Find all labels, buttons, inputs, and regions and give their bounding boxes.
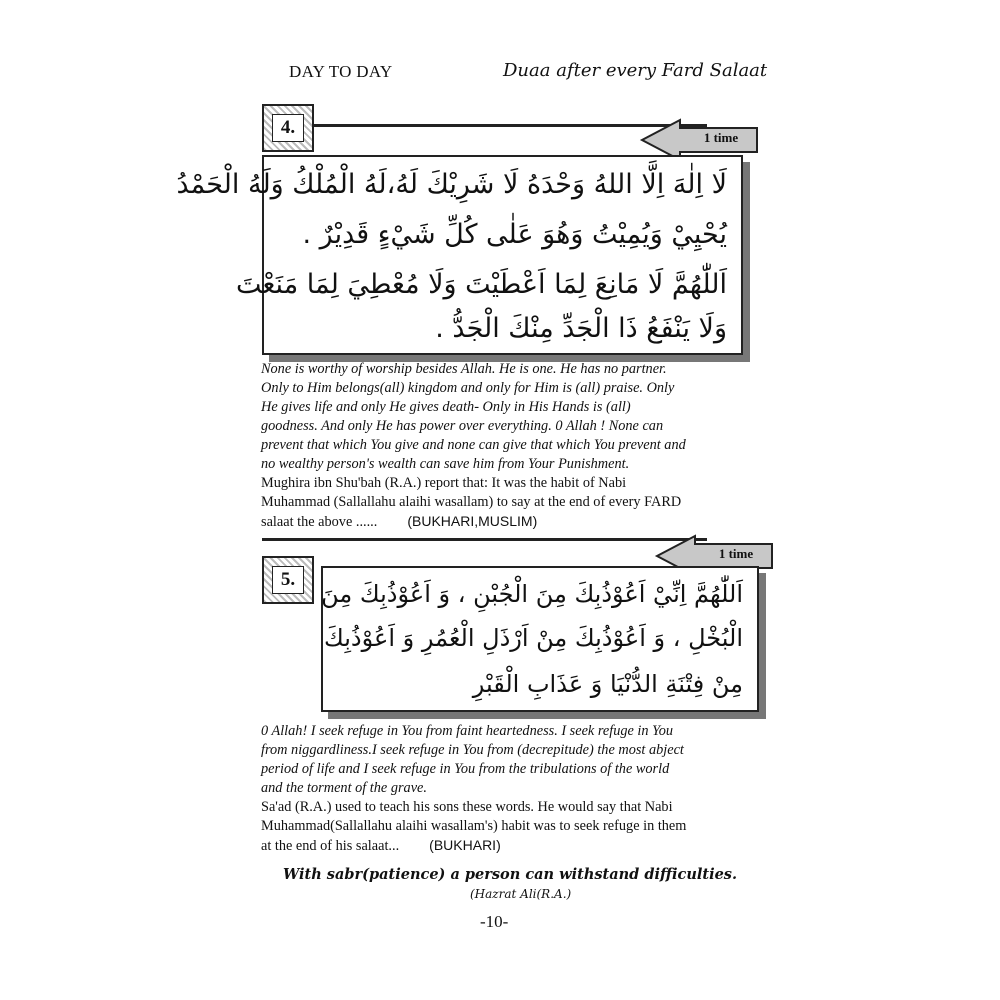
closing-quote: With sabr(patience) a person can withstand difficulties. [282, 866, 738, 883]
narration-line [261, 836, 761, 856]
translation-line: He gives life and only He gives death- Only in His Hands is (all) [261, 399, 631, 415]
section-5-number-badge [262, 556, 314, 604]
section-4-times-label: 1 time [703, 130, 739, 145]
translation-line: period of life and I seek refuge in You from the tribulations of the world [261, 761, 670, 777]
section-5-arabic-line: الْبُخْلِ ، وَ اَعُوْذُبِكَ مِنْ اَرْذَلِ الْعُمُرِ وَ اَعُوْذُبِكَ [324, 624, 743, 652]
section-4-number: 4. [272, 114, 304, 142]
hadith-source: (BUKHARI) [429, 837, 501, 853]
translation-line: no wealthy person's wealth can save him from Your Punishment. [261, 456, 630, 472]
section-5-arabic-line: مِنْ فِتْنَةِ الدُّنْيَا وَ عَذَابِ الْقَبْرِ [472, 670, 743, 698]
narration-line [261, 512, 761, 532]
narration-line: Muhammad(Sallallahu alaihi wasallam's) habit was to seek refuge in them [261, 818, 687, 834]
running-header-left: DAY TO DAY [289, 62, 393, 81]
translation-line: Only to Him belongs(all) kingdom and only for Him is (all) praise. Only [261, 380, 675, 396]
section-5-top-rule [262, 538, 707, 541]
narration-text: at the end of his salaat... [261, 838, 400, 854]
section-4-arabic-box [176, 155, 743, 355]
narration-line: Mughira ibn Shu'bah (R.A.) report that: It was the habit of Nabi [261, 475, 627, 491]
section-5-times-label: 1 time [718, 546, 754, 561]
narration-line: Muhammad (Sallallahu alaihi wasallam) to say at the end of every FARD [261, 494, 682, 510]
section-4-arabic-line: وَلَا يَنْفَعُ ذَا الْجَدِّ مِنْكَ الْجَدُّ . [435, 313, 727, 344]
section-5-number: 5. [272, 566, 304, 594]
translation-line: None is worthy of worship besides Allah. He is one. He has no partner. [261, 361, 667, 377]
translation-line: and the torment of the grave. [261, 780, 427, 796]
section-4-arabic-line: اَللّٰهُمَّ لَا مَانِعَ لِمَا اَعْطَيْتَ وَلَا مُعْطِيَ لِمَا مَنَعْتَ [236, 269, 727, 300]
hadith-source: (BUKHARI,MUSLIM) [407, 513, 538, 529]
narration-line: Sa'ad (R.A.) used to teach his sons these words. He would say that Nabi [261, 799, 673, 815]
section-4-translation [261, 360, 761, 474]
section-4-arabic-line: لَا اِلٰهَ اِلَّا اللهُ وَحْدَهُ لَا شَرِيْكَ لَهُ،لَهُ الْمُلْكُ وَلَهُ الْحَمْدُ [176, 169, 727, 200]
section-4-number-badge [262, 104, 314, 152]
translation-line: 0 Allah! I seek refuge in You from faint heartedness. I seek refuge in You [261, 723, 674, 739]
section-5-translation [261, 722, 761, 798]
translation-line: prevent that which You give and none can give that which You prevent and [261, 437, 686, 453]
section-5-narration [261, 798, 761, 856]
page-number: -10- [480, 912, 509, 931]
translation-line: from niggardliness.I seek refuge in You from (decrepitude) the most abject [261, 742, 684, 758]
section-4-narration [261, 474, 761, 532]
translation-line: goodness. And only He has power over everything. 0 Allah ! None can [261, 418, 664, 434]
running-header-right: Duaa after every Fard Salaat [503, 60, 768, 81]
section-5-arabic-line: اَللّٰهُمَّ اِنِّيْ اَعُوْذُبِكَ مِنَ الْجُبْنِ ، وَ اَعُوْذُبِكَ مِنَ [321, 580, 743, 608]
section-4-arabic-line: يُحْيِيْ وَيُمِيْتُ وَهُوَ عَلٰى كُلِّ شَيْءٍ قَدِيْرٌ . [302, 219, 727, 250]
section-5-arabic-box [321, 566, 759, 712]
narration-text: salaat the above ...... [261, 514, 378, 530]
quote-attribution: (Hazrat Ali(R.A.) [470, 887, 572, 901]
